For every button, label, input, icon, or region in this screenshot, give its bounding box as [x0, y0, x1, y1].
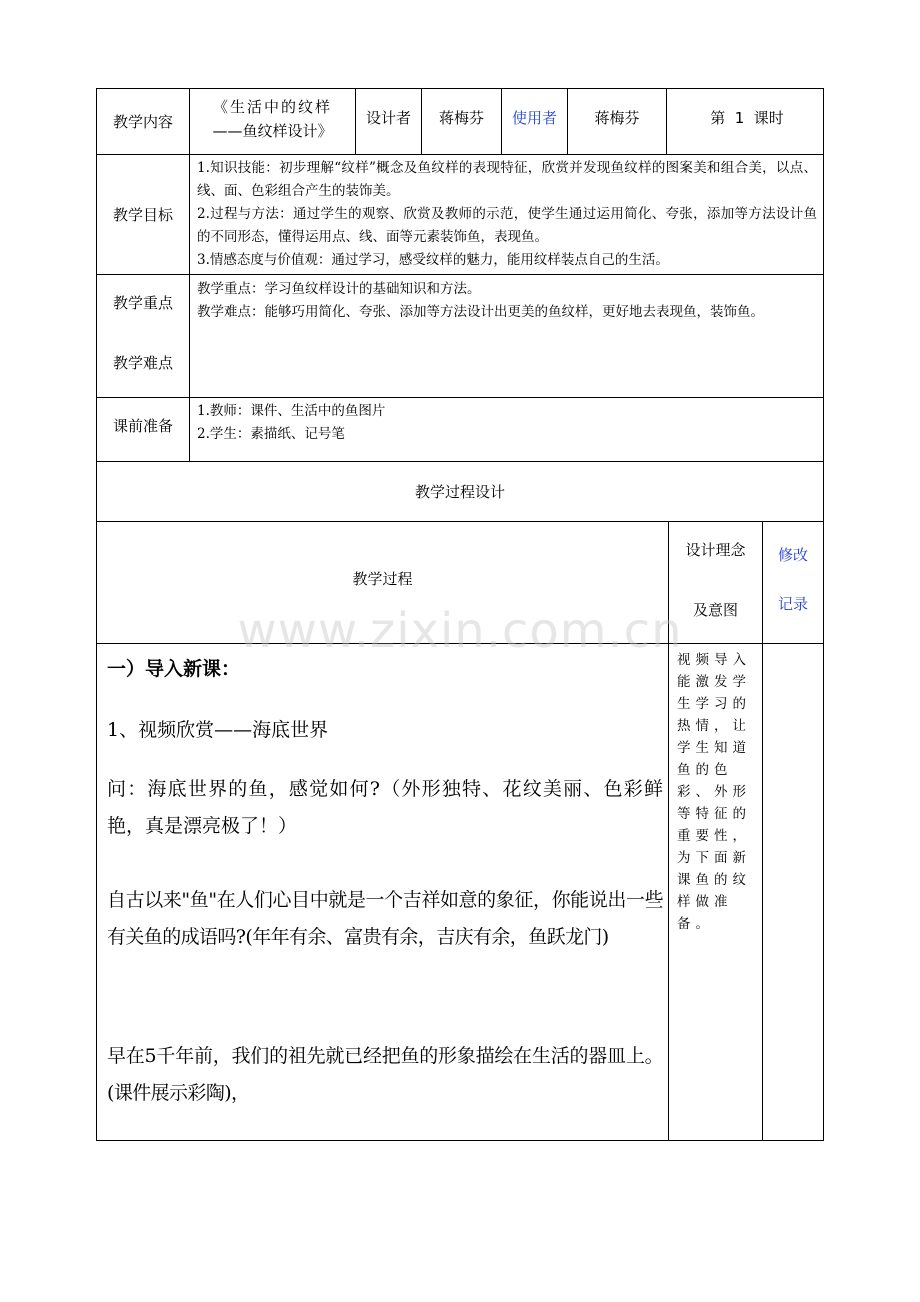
- revision-header-line1: 修改: [777, 546, 808, 564]
- preparation-item: 1.教师：课件、生活中的鱼图片: [197, 403, 386, 419]
- course-title-line2: ——鱼纹样设计》: [212, 122, 333, 140]
- designer-label: 设计者: [365, 108, 411, 127]
- process-section-title: 教学过程设计: [414, 483, 505, 501]
- process-paragraph: 1、视频欣赏——海底世界: [107, 719, 329, 741]
- difficulty-text: 教学难点：能够巧用简化、夸张、添加等方法设计出更美的鱼纹样，更好地去表现鱼，装饰鱼。: [197, 304, 764, 320]
- objective-item: 2.过程与方法：通过学生的观察、欣赏及教师的示范，使学生通过运用简化、夸张，添加等方法设计鱼的不同形态，懂得运用点、线、面等元素装饰鱼，表现鱼。: [197, 206, 817, 245]
- user-name: 蒋梅芬: [594, 108, 640, 127]
- user-label: 使用者: [511, 108, 557, 127]
- focus-text: 教学重点：学习鱼纹样设计的基础知识和方法。: [197, 281, 481, 297]
- difficulty-label: 教学难点: [112, 353, 173, 372]
- objective-item: 1.知识技能：初步理解“纹样”概念及鱼纹样的表现特征，欣赏并发现鱼纹样的图案美和组合美，以点、线、面、色彩组合产生的装饰美。: [197, 160, 817, 199]
- objectives-list: [197, 157, 817, 273]
- objective-item: 3.情感态度与价值观：通过学习，感受纹样的魅力，能用纹样装点自己的生活。: [197, 252, 669, 268]
- objectives-label: 教学目标: [112, 206, 173, 224]
- process-column-header: 教学过程: [352, 569, 413, 588]
- process-paragraph: 早在5千年前，我们的祖先就已经把鱼的形象描绘在生活的器皿上。(课件展示彩陶)，: [107, 1045, 663, 1104]
- designer-name: 蒋梅芬: [438, 108, 484, 127]
- process-paragraph: 问：海底世界的鱼，感觉如何?（外形独特、花纹美丽、色彩鲜艳，真是漂亮极了！）: [107, 778, 663, 837]
- key-points-text: [197, 278, 817, 394]
- revision-header-line2: 记录: [777, 595, 808, 613]
- lesson-count: 第 1 课时: [710, 108, 784, 127]
- process-paragraph: 自古以来"鱼"在人们心目中就是一个吉祥如意的象征，你能说出一些有关鱼的成语吗?(年年有余、富贵有余，吉庆有余，鱼跃龙门): [107, 889, 663, 948]
- watermark: www.zixin.com.cn: [237, 603, 683, 659]
- course-title: [190, 89, 355, 154]
- preparation-list: [197, 400, 817, 458]
- course-title-line1: 《生活中的纹样: [212, 98, 332, 116]
- process-heading: 一）导入新课：: [107, 658, 241, 680]
- concept-header-line2: 及意图: [692, 601, 738, 619]
- concept-note: 视频导入能激发学生学习的热情，让学生知道鱼的色彩、外形等特征的重要性，为下面新课鱼的纹样做准备。: [677, 652, 751, 932]
- content-label: 教学内容: [112, 113, 173, 131]
- preparation-item: 2.学生：素描纸、记号笔: [197, 426, 345, 442]
- concept-header-line1: 设计理念: [685, 541, 746, 559]
- focus-label: 教学重点: [112, 293, 173, 312]
- preparation-label: 课前准备: [112, 416, 173, 435]
